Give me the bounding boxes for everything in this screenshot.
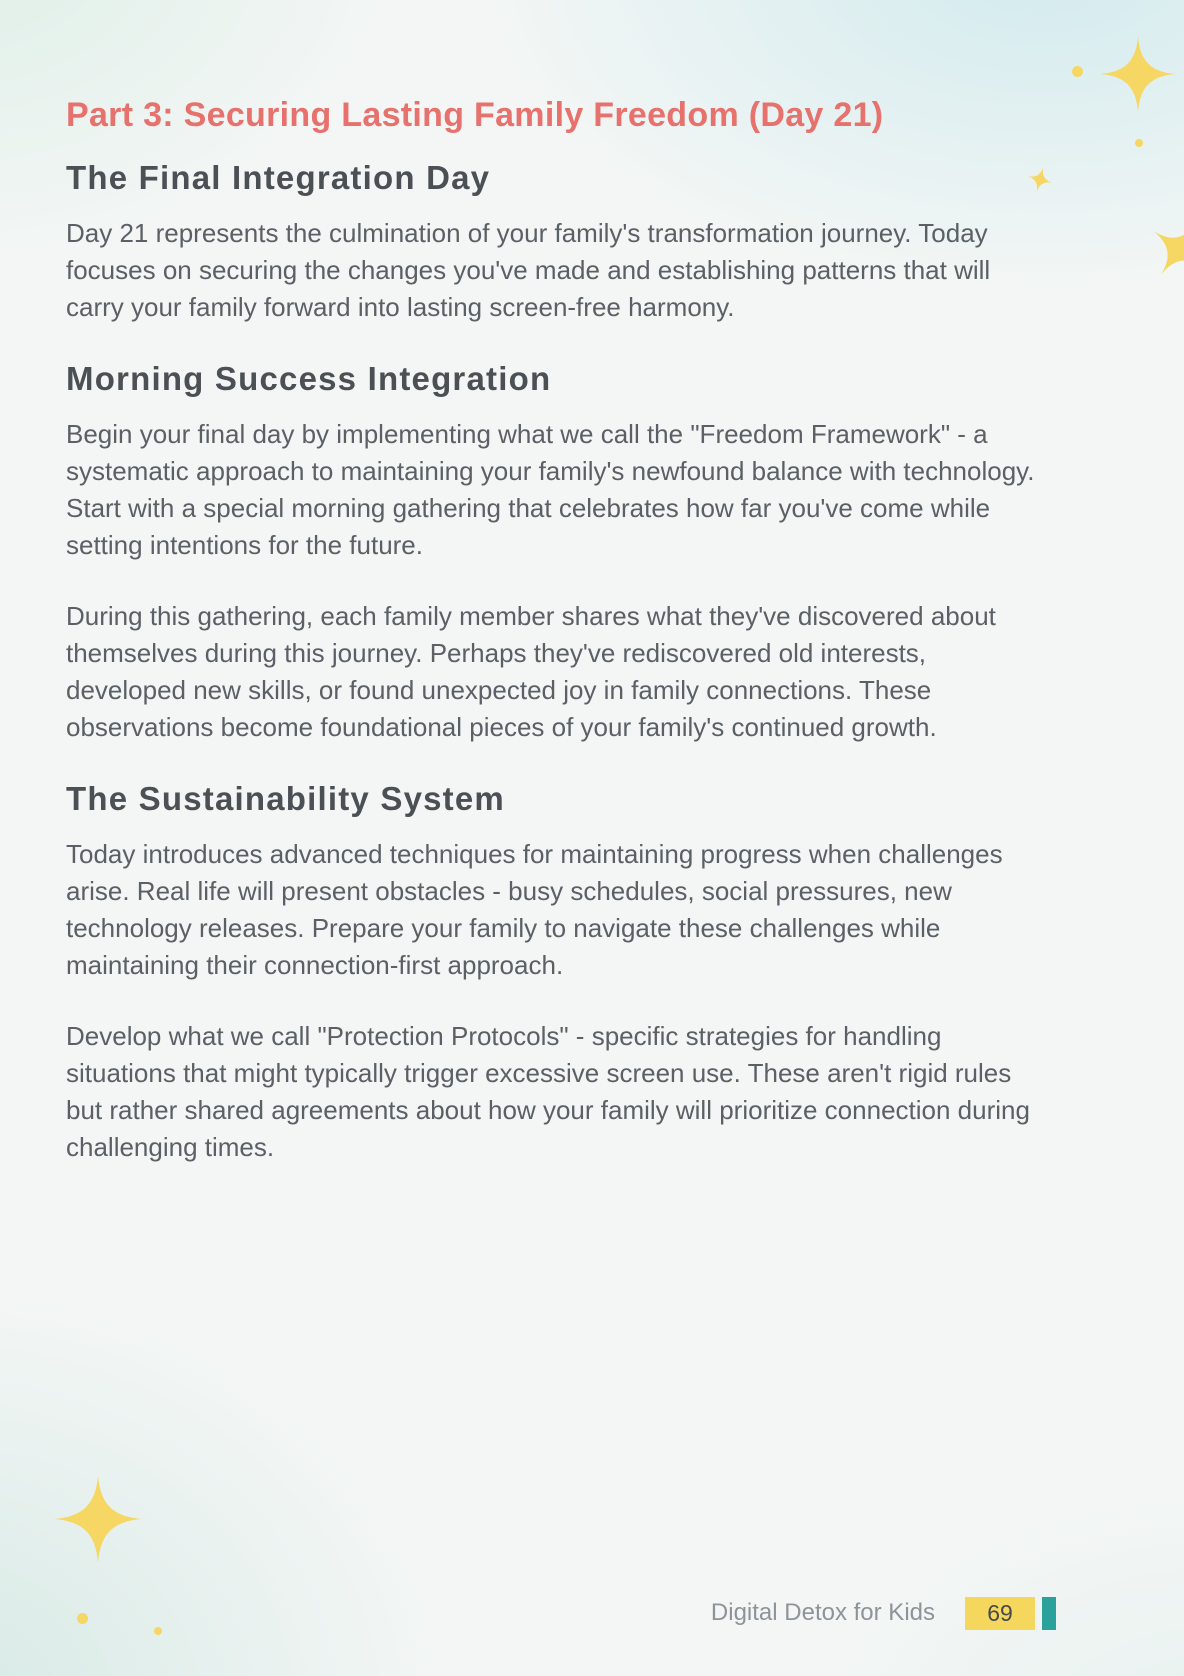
footer-accent-bar [1042,1597,1056,1630]
part-title: Part 3: Securing Lasting Family Freedom (Day 21) [66,96,884,134]
section-heading-final-integration-day: The Final Integration Day [66,159,491,196]
paragraph: Develop what we call "Protection Protocols" - specific strategies for handling situations that might typically trigger excessive screen use. These aren't rigid rules but rather shared agreements about how your family will prioritize connection during challenging times. [66,1021,1030,1162]
page-footer [711,1596,1056,1630]
footer-book-title: Digital Detox for Kids [710,1599,935,1626]
paragraph: During this gathering, each family member shares what they've discovered about themselves during this journey. Perhaps they've rediscovered old interests, developed new skills, or found unexpected joy in family connections. These observations become foundational pieces of your family's continued growth. [66,601,996,742]
paragraph: Begin your final day by implementing what we call the "Freedom Framework" - a systematic approach to maintaining your family's newfound balance with technology. Start with a special morning gathering that celebrates how far you've come while setting intentions for the future. [66,419,1035,560]
section-heading-morning-success-integration: Morning Success Integration [66,360,552,397]
sparkle-icon [54,1475,142,1563]
section-heading-sustainability-system: The Sustainability System [66,780,505,817]
page-number-badge: 69 [965,1597,1035,1630]
paragraph: Today introduces advanced techniques for maintaining progress when challenges arise. Real life will present obstacles - busy schedules, social pressures, new technology releases. Prepare your family to navigate these challenges while maintaining their connection-first approach. [66,839,1003,980]
sparkle-dot-icon [77,1613,88,1624]
paragraph: Day 21 represents the culmination of your family's transformation journey. Today focuses on securing the changes you've made and establishing patterns that will carry your family forward into lasting screen-free harmony. [66,218,991,322]
sparkle-dot-icon [154,1627,162,1635]
